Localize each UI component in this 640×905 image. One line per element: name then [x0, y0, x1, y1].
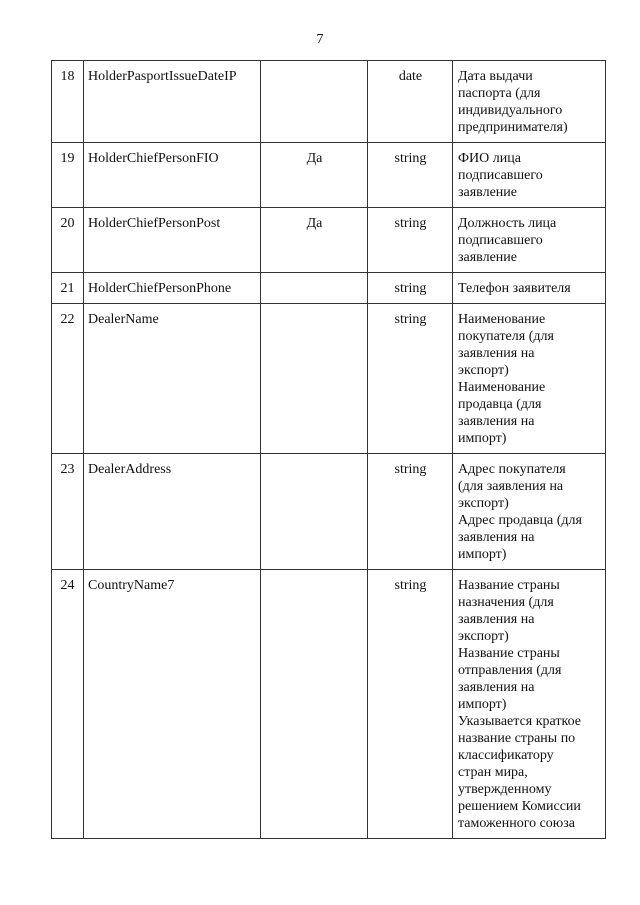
table-row: [52, 208, 606, 273]
description-line: экспорт): [458, 496, 509, 511]
description-line: Наименование: [458, 312, 546, 327]
row-number: 20: [52, 208, 84, 273]
required-flag: [261, 61, 368, 143]
field-description: [453, 208, 606, 273]
description-line: стран мира,: [458, 765, 528, 780]
row-number: 18: [52, 61, 84, 143]
field-type: string: [368, 273, 453, 304]
row-number: 19: [52, 143, 84, 208]
description-line: заявления на: [458, 346, 535, 361]
row-number: 24: [52, 570, 84, 839]
description-line: ФИО лица: [458, 151, 521, 166]
field-description: [453, 143, 606, 208]
field-description: [453, 273, 606, 304]
description-line: импорт): [458, 697, 507, 712]
field-name: HolderChiefPersonPost: [84, 208, 261, 273]
description-line: таможенного союза: [458, 816, 576, 831]
description-line: Адрес продавца (для: [458, 513, 582, 528]
field-description: [453, 454, 606, 570]
description-line: индивидуального: [458, 103, 563, 118]
field-description: [453, 570, 606, 839]
description-line: Телефон заявителя: [458, 281, 571, 296]
description-line: заявление: [458, 250, 518, 265]
field-name: CountryName7: [84, 570, 261, 839]
field-name: HolderPasportIssueDateIP: [84, 61, 261, 143]
description-line: паспорта (для: [458, 86, 541, 101]
required-flag: [261, 304, 368, 454]
field-type: string: [368, 143, 453, 208]
row-number: 22: [52, 304, 84, 454]
field-type: string: [368, 208, 453, 273]
table-row: [52, 454, 606, 570]
field-type: string: [368, 570, 453, 839]
field-type: date: [368, 61, 453, 143]
fields-table: [51, 60, 606, 839]
description-line: продавца (для: [458, 397, 542, 412]
field-description: [453, 304, 606, 454]
field-type: string: [368, 304, 453, 454]
page-number: 7: [316, 32, 324, 47]
field-description: [453, 61, 606, 143]
required-flag: [261, 273, 368, 304]
description-line: классификатору: [458, 748, 554, 763]
description-line: отправления (для: [458, 663, 562, 678]
description-line: подписавшего: [458, 233, 543, 248]
description-line: экспорт): [458, 363, 509, 378]
description-line: решением Комиссии: [458, 799, 581, 814]
description-line: Дата выдачи: [458, 69, 533, 84]
field-name: HolderChiefPersonPhone: [84, 273, 261, 304]
description-line: заявления на: [458, 414, 535, 429]
description-line: название страны по: [458, 731, 576, 746]
description-line: заявления на: [458, 530, 535, 545]
description-line: Название страны: [458, 646, 560, 661]
table-row: [52, 143, 606, 208]
description-line: Указывается краткое: [458, 714, 581, 729]
description-line: покупателя (для: [458, 329, 554, 344]
field-type: string: [368, 454, 453, 570]
description-line: экспорт): [458, 629, 509, 644]
description-line: подписавшего: [458, 168, 543, 183]
description-line: импорт): [458, 431, 507, 446]
description-line: заявление: [458, 185, 518, 200]
description-line: Название страны: [458, 578, 560, 593]
description-line: назначения (для: [458, 595, 554, 610]
field-name: DealerName: [84, 304, 261, 454]
description-line: утвержденному: [458, 782, 552, 797]
table-row: [52, 273, 606, 304]
row-number: 23: [52, 454, 84, 570]
description-line: импорт): [458, 547, 507, 562]
required-flag: Да: [261, 208, 368, 273]
row-number: 21: [52, 273, 84, 304]
required-flag: [261, 454, 368, 570]
description-line: заявления на: [458, 680, 535, 695]
table-row: [52, 570, 606, 839]
description-line: заявления на: [458, 612, 535, 627]
field-name: HolderChiefPersonFIO: [84, 143, 261, 208]
description-line: Адрес покупателя: [458, 462, 566, 477]
required-flag: Да: [261, 143, 368, 208]
table-row: [52, 304, 606, 454]
required-flag: [261, 570, 368, 839]
table-row: [52, 61, 606, 143]
description-line: Должность лица: [458, 216, 557, 231]
description-line: Наименование: [458, 380, 546, 395]
description-line: (для заявления на: [458, 479, 564, 494]
field-name: DealerAddress: [84, 454, 261, 570]
description-line: предпринимателя): [458, 120, 568, 135]
